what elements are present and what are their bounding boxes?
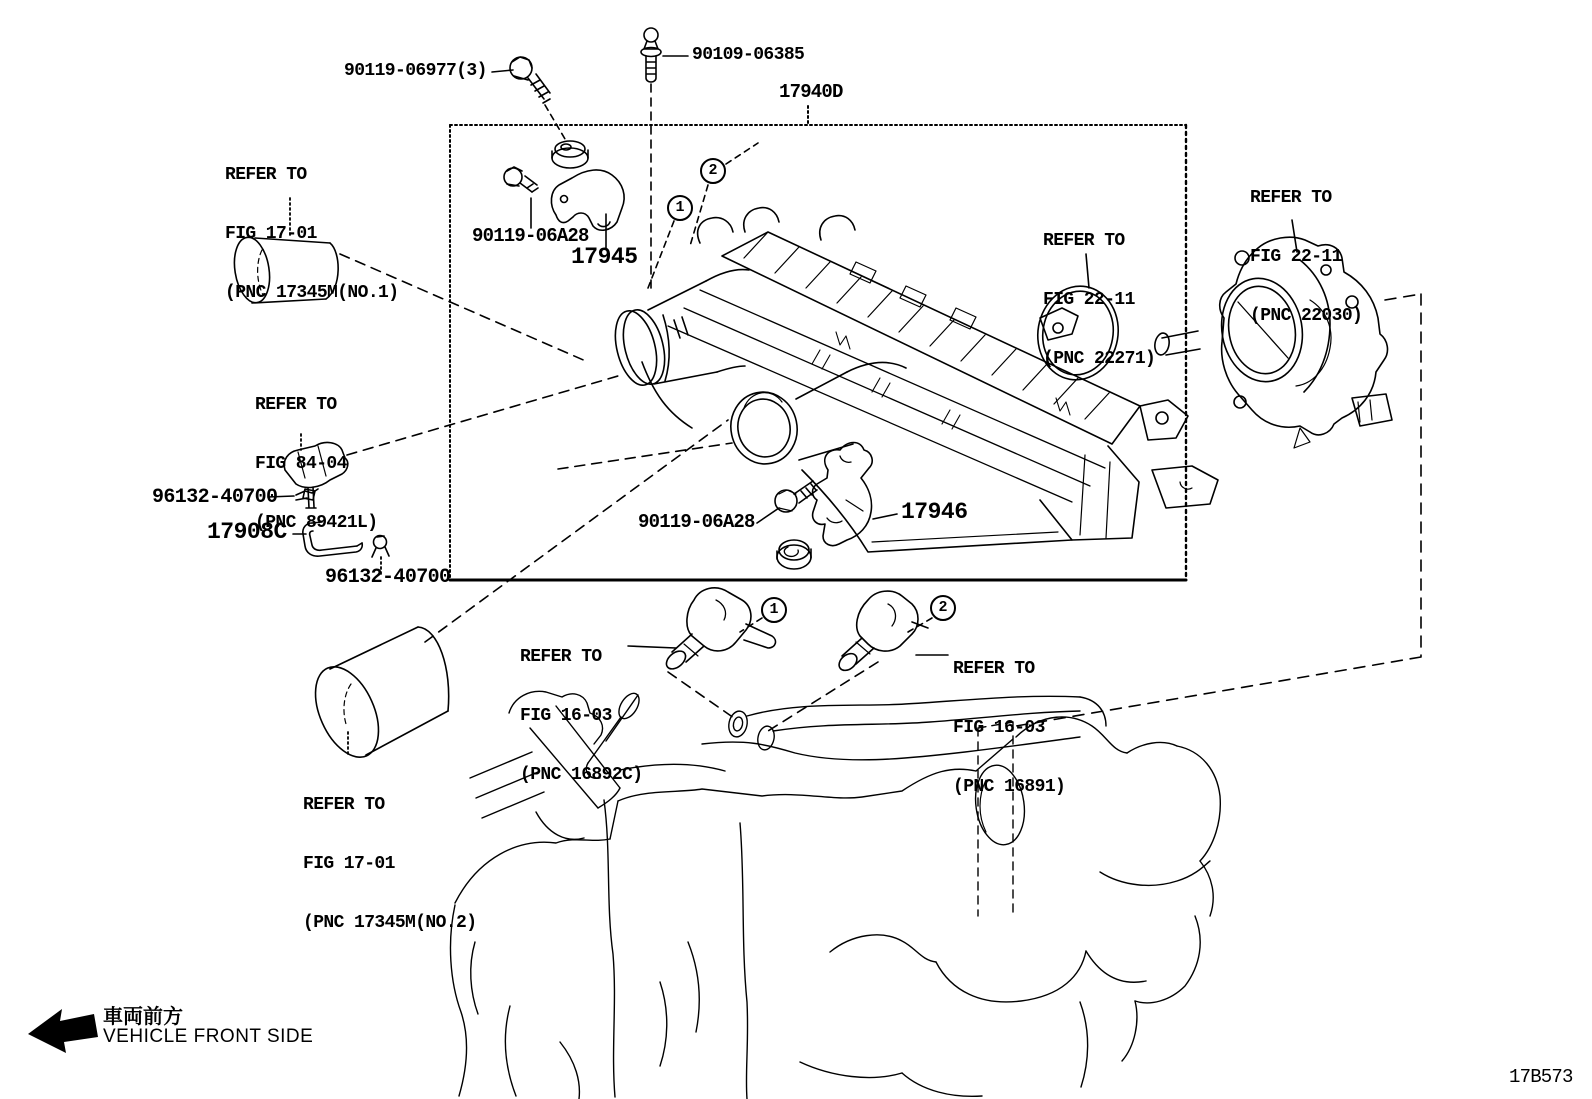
part-number-elbow: 17945 xyxy=(571,244,638,270)
refer-note-throttle-body: REFER TO FIG 22-11 (PNC 22030) xyxy=(1250,188,1363,326)
part-number-hose: 17908C xyxy=(207,519,287,545)
part-number-bracket-bolt: 90119-06A28 xyxy=(638,511,755,533)
vehicle-front-arrow-icon xyxy=(28,1009,98,1053)
connection-dashed-lines xyxy=(425,420,878,731)
vehicle-front-label-jp: 車両前方 xyxy=(103,1006,183,1028)
refer-note-air-hose-no1: REFER TO FIG 17-01 (PNC 17345M(NO.1) xyxy=(225,165,399,303)
callout-circle-1: 1 xyxy=(761,597,787,623)
air-hose-no2-drawing xyxy=(303,627,449,767)
part-number-assembly: 17940D xyxy=(779,81,843,103)
vehicle-front-label-en: VEHICLE FRONT SIDE xyxy=(103,1026,314,1047)
part-number-clamp-front: 96132-40700 xyxy=(152,486,278,509)
refer-note-gasket: REFER TO FIG 22-11 (PNC 22271) xyxy=(1043,231,1156,369)
elbow-bolt-icon xyxy=(504,167,538,228)
refer-note-injector-no1: REFER TO FIG 16-03 (PNC 16892C) xyxy=(520,647,643,785)
refer-note-vacuum-sensor: REFER TO FIG 84-04 (PNC 89421L) xyxy=(255,395,378,533)
callout-leader-lines xyxy=(648,143,932,632)
part-number-bracket: 17946 xyxy=(901,499,968,525)
part-number-stud: 90109-06385 xyxy=(692,45,805,65)
part-number-clamp-rear: 96132-40700 xyxy=(325,566,451,589)
part-number-elbow-bolt: 90119-06A28 xyxy=(472,225,589,247)
callout-circle-1: 1 xyxy=(667,195,693,221)
bolt-icon xyxy=(492,57,565,139)
part-number-bolt: 90119-06977(3) xyxy=(344,61,487,81)
stud-bolt-icon xyxy=(641,28,688,293)
refer-note-air-hose-no2: REFER TO FIG 17-01 (PNC 17345M(NO.2) xyxy=(303,795,477,933)
injector-no1-drawing xyxy=(628,588,775,673)
figure-code: 17B573 xyxy=(1509,1066,1573,1088)
refer-note-injector-no2: REFER TO FIG 16-03 (PNC 16891) xyxy=(953,659,1066,797)
grommet-icon xyxy=(552,141,588,168)
callout-circle-2: 2 xyxy=(700,158,726,184)
bracket-bolt-icon xyxy=(757,481,817,523)
grommet-icon xyxy=(777,540,811,569)
callout-circle-2: 2 xyxy=(930,595,956,621)
